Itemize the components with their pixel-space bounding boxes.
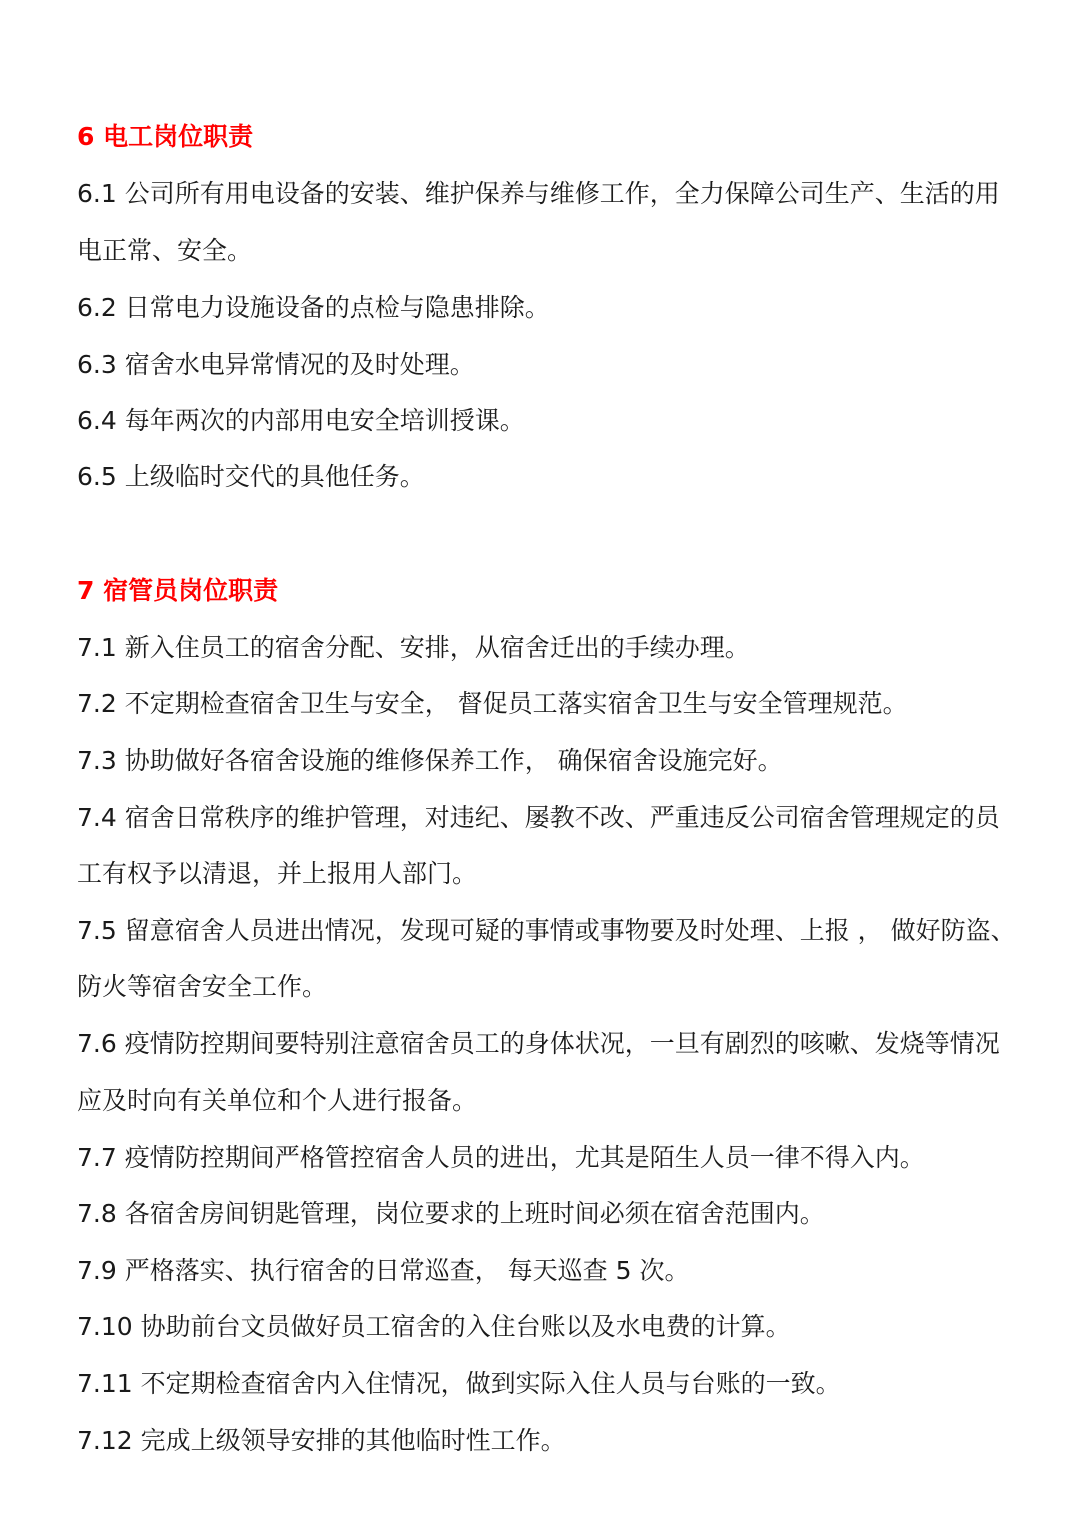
section-7-line: 7.9 严格落实、执行宿舍的日常巡查， 每天巡查 5 次。 <box>77 1256 690 1285</box>
section-7-line: 防火等宿舍安全工作。 <box>77 972 328 1001</box>
section-7-line: 7.12 完成上级领导安排的其他临时性工作。 <box>77 1426 566 1455</box>
section-7-line: 7.6 疫情防控期间要特别注意宿舍员工的身体状况，一旦有剧烈的咳嗽、发烧等情况 <box>77 1029 1000 1058</box>
section-6-line: 6.4 每年两次的内部用电安全培训授课。 <box>77 406 525 435</box>
section-7-line: 7.8 各宿舍房间钥匙管理，岗位要求的上班时间必须在宿舍范围内。 <box>77 1199 825 1228</box>
section-7-line: 7.1 新入住员工的宿舍分配、安排，从宿舍迁出的手续办理。 <box>77 633 750 662</box>
section-7-line: 7.4 宿舍日常秩序的维护管理，对违纪、屡教不改、严重违反公司宿舍管理规定的员 <box>77 803 1000 832</box>
section-6-line: 电正常、安全。 <box>77 236 253 265</box>
section-7-line: 工有权予以清退，并上报用人部门。 <box>77 859 478 888</box>
section-7-line: 7.7 疫情防控期间严格管控宿舍人员的进出，尤其是陌生人员一律不得入内。 <box>77 1143 925 1172</box>
section-7-line: 7.10 协助前台文员做好员工宿舍的入住台账以及水电费的计算。 <box>77 1312 791 1341</box>
section-7-line: 应及时向有关单位和个人进行报备。 <box>77 1086 478 1115</box>
section-7-line: 7.2 不定期检查宿舍卫生与安全， 督促员工落实宿舍卫生与安全管理规范。 <box>77 689 908 718</box>
section-6-heading: 6 电工岗位职责 <box>77 122 254 151</box>
section-7-line: 7.3 协助做好各宿舍设施的维修保养工作， 确保宿舍设施完好。 <box>77 746 783 775</box>
section-6-line: 6.1 公司所有用电设备的安装、维护保养与维修工作，全力保障公司生产、生活的用 <box>77 179 1000 208</box>
section-7-line: 7.11 不定期检查宿舍内入住情况，做到实际入住人员与台账的一致。 <box>77 1369 841 1398</box>
section-6-line: 6.3 宿舍水电异常情况的及时处理。 <box>77 350 475 379</box>
section-6-line: 6.2 日常电力设施设备的点检与隐患排除。 <box>77 293 550 322</box>
section-7-line: 7.5 留意宿舍人员进出情况，发现可疑的事情或事物要及时处理、上报 ， 做好防盗、 <box>77 916 1016 945</box>
section-7-heading: 7 宿管员岗位职责 <box>77 576 279 605</box>
section-6-line: 6.5 上级临时交代的具他任务。 <box>77 462 425 491</box>
